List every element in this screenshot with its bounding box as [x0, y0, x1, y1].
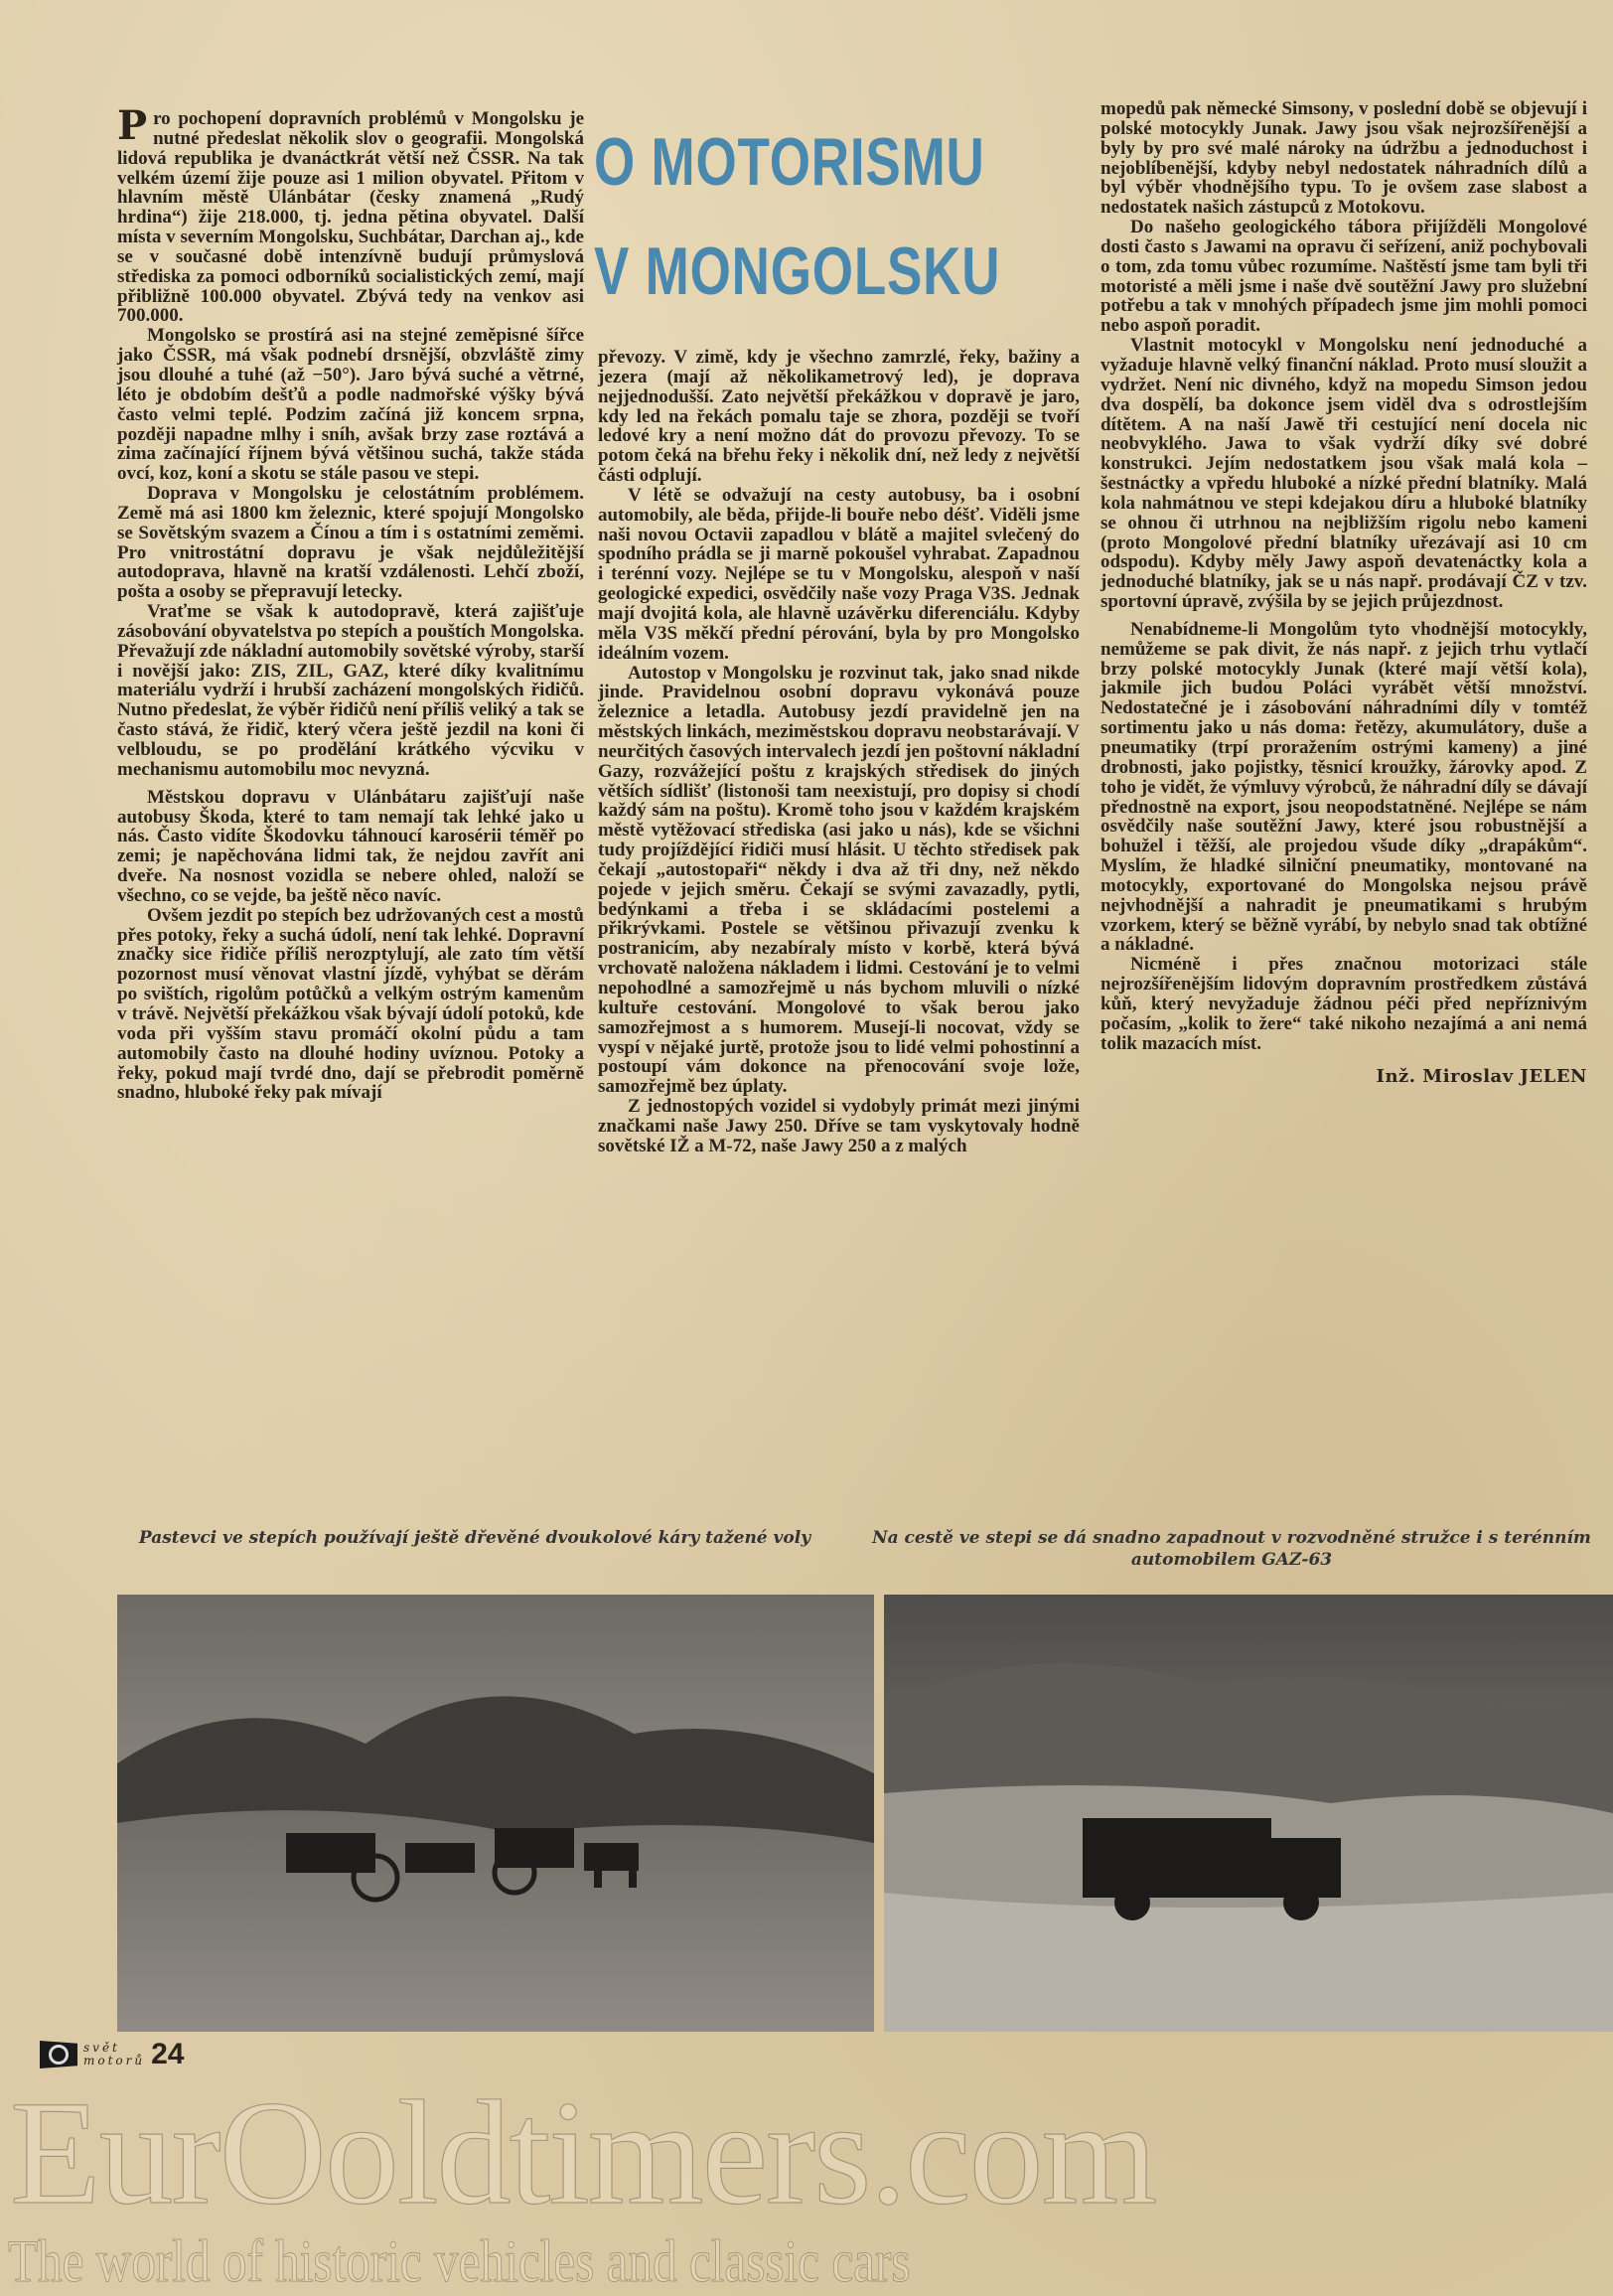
article-column-1 [117, 102, 584, 1104]
article-column-2 [598, 348, 1080, 1156]
magazine-logo [40, 2039, 185, 2070]
paragraph: V létě se odvažují na cesty autobusy, ba i osobní automobily, ale běda, přijde-li bouře nebo déšť. Viděli jsme naši novou Octavii zapadlou v blátě a majitel svlečený do spodního prádla se ji marně pokoušel vyhrabat. Zapadnou i terénní vozy. Nejlépe se tu v Mongolsku, alespoň v naší geologické expedici, osvědčily naše vozy Praga V3S. Jednak mají dvojitá kola, ale hlavně uzávěrku diferenciálu. Kdyby měla V3S měkčí přední pérování, byla by pro Mongolsko ideálním vozem. [598, 484, 1080, 664]
paragraph: převozy. V zimě, kdy je všechno zamrzlé, řeky, bažiny a jezera (mají až několikametrový led), je doprava nejjednodušší. Zato největší překážkou v dopravě je jaro, kdy led na řekách pomalu taje se zhora, později se tvoří ledové kry a není možno dát do provozu převozy. To se potom čeká na břehu řeky i několik dní, než ledy z největší části odplují. [598, 347, 1080, 487]
paragraph: Autostop v Mongolsku je rozvinut tak, jako snad nikde jinde. Pravidelnou osobní dopravu vykonává pouze železnice a letadla. Autobusy jezdí pravidelně jen na městských linkách, meziměstskou dopravu neobstarávají. V neurčitých časových intervalech jezdí jen poštovní nákladní Gazy, rozvážející poštu z krajských středisek do jiných větších sídlišť (listonoši tam neexistují, pro dopisy si chodí každý sám na poštu). Kromě toho jsou v každém krajském městě vytěžovací střediska (asi jako u nás), kde se všichni tudy projíždějící řidiči musí hlásit. U těchto středisek pak čekají „autostopaři“ někdy i dva až tři dny, než někdo pojede v jejich směru. Čekají se svými zavazadly, pytli, bedýnkami a třeba i se skládacími postelemi a přikrývkami. Postele se většinou přivazují zvenku k postranicím, aby nezabíraly místo v korbě, která bývá vrchovatě naložena nákladem i lidmi. Cestování je to velmi nepohodlné a samozřejmě u nás bychom mluvili o nízké kultuře cestování. Mongolové to však berou jako samozřejmost a s humorem. Musejí-li nocovat, vždy se vyspí v nějaké jurtě, protože jsou to lidé velmi pohostinní a postoupí vám dokonce na přenocování svoje lože, samozřejmě bez úplaty. [598, 662, 1080, 1098]
article-column-3 [1100, 99, 1587, 1088]
magazine-name-line-2: motorů [83, 2054, 146, 2067]
steppe-photo-right [884, 1595, 1613, 2032]
magazine-name [83, 2042, 145, 2067]
paragraph-text: ro pochopení dopravních problémů v Mongolsku je nutné předeslat několik slov o geografii. Mongolská lidová republika je dvanáctkrát větší než ČSSR. Na tak velkém území žije pouze asi 1 milion obyvatel. Přitom v hlavním městě Ulánbátar (česky znamená „Rudý hrdina“) žije 218.000, tj. jedna pětina obyvatel. Další místa v severním Mongolsku, Suchbátar, Darchan aj., kde se v současné době intenzívně budují průmyslová střediska za pomoci odborníků socialistických zemí, mají přibližně 100.000 obyvatel. Zbývá tedy na venkov asi 700.000. [117, 108, 584, 327]
paragraph: Vraťme se však k autodopravě, která zajišťuje zásobování obyvatelstva po stepích a pouštích Mongolska. Převažují zde nákladní automobily sovětské výroby, starší i novější jako: ZIS, ZIL, GAZ, které díky kvalitnímu materiálu vydrží i hrubší zacházení mongolských řidičů. Nutno předeslat, že výběr řidičů není příliš veliký a tak se často stává, že řidič, který včera ještě jezdil na koni či velbloudu, se po prodělání krátkého výcviku v mechanismu automobilu moc nevyzná. [117, 601, 584, 780]
watermark-tagline: The world of historic vehicles and classic cars [8, 2228, 911, 2294]
paragraph: Doprava v Mongolsku je celostátním problémem. Země má asi 1800 km železnic, které spojují Mongolsko se Sovětským svazem a Čínou a tím i s ostatními zeměmi. Pro vnitrostátní dopravu je však nejdůležitější autodoprava, hlavně na kratší vzdálenosti. Lehčí zboží, pošta a osoby se přepravují letecky. [117, 483, 584, 603]
magazine-name-line-1: svět [83, 2041, 120, 2055]
title-line-2: V MONGOLSKU [594, 233, 1001, 309]
paragraph [117, 102, 584, 327]
photo-caption-right: Na cestě ve stepi se dá snadno zapadnout v rozvodněné stružce i s terénním automobilem GAZ-63 [872, 1528, 1591, 1570]
page-number: 24 [151, 2038, 185, 2070]
paragraph: Mongolsko se prostírá asi na stejné zeměpisné šířce jako ČSSR, má však podnebí drsnější, obzvláště zimy jsou dlouhé a tuhé (až −50°). Jaro bývá suché a větrné, léto je obdobím dešťů a podle nadmořské výšky bývá často velmi teplé. Podzim začíná již koncem srpna, později napadne mlhy i sníh, avšak brzy zase roztává a zima začínající říjnem bývá většinou suchá, takže stáda ovcí, koz, koní a skotu se stále pasou ve stepi. [117, 325, 584, 485]
drop-cap: P [117, 102, 148, 149]
paragraph: Vlastnit motocykl v Mongolsku není jednoduché a vyžaduje hlavně velký finanční náklad. Proto musí sloužit a vydržet. Není nic divného, když na mopedu Simson jedou dva dospělí, ba dokonce jsem viděl dva s odrostlejším dítětem. A na naší Jawě tři cestující není docela nic neobvyklého. Jawa to však vydrží díky své dobré konstrukci. Jejím nedostatkem jsou však malá kola – šestnáctky a vpředu hluboké a nízké přední blatníky. Malá kola nahmátnou ve stepi kdejakou díru a hluboké blatníky se ohnou či utrhnou na nejbližším rigolu nebo kameni (proto Mongolové přední blatníky uřezávají asi 10 cm odspodu). Kdyby měly Jawy aspoň devatenáctky kola a jednoduché blatníky, jak se u nás např. prodávají ČZ v tzv. sportovní úpravě, zvýšila by se jejich průjezdnost. [1100, 335, 1587, 613]
paragraph: mopedů pak německé Simsony, v poslední době se objevují i polské motocykly Junak. Jawy jsou však nejrozšířenější a byly by pro své malé nároky na údržbu a jednoduchost i nejoblíbenější, kdyby nebyl nedostatek náhradních dílů a byl výběr vhodnějšího typu. To je ovšem zase slabost a nedostatek našich zástupců z Motokovu. [1100, 98, 1587, 219]
author-signature: Inž. Miroslav JELEN [1376, 1065, 1587, 1087]
photo-herders-ox-carts [117, 1595, 874, 2032]
watermark-site: EurOoldtimers.com [10, 2070, 1156, 2235]
paragraph: Do našeho geologického tábora přijížděli Mongolové dosti často s Jawami na opravu či seřízení, aniž pochybovali o tom, zda tomu vůbec rozumíme. Naštěstí jsme tam byli tři motoristé a měli jsme i naše dvě soutěžní Jawy pro služební potřebu a tak v mnohých případech jsme jim mohli pomoci nebo aspoň poradit. [1100, 217, 1587, 337]
steppe-photo-left [117, 1595, 874, 2032]
title-line-1: O MOTORISMU [594, 124, 985, 200]
paragraph: Nenabídneme-li Mongolům tyto vhodnější motocykly, nemůžeme se pak divit, že nás např. z jejich trhu vytlačí brzy polské motocykly Junak (které mají větší kola), jakmile jich budou Poláci vyrábět větší množství. Nedostatečné je i zásobování náhradními díly v tomtéž sortimentu jako u nás doma: řetězy, akumulátory, duše a pneumatiky (trpí proražením ostrými kameny) a jiné drobnosti, jako pojistky, těsnicí kroužky, žárovky apod. Z toho je vidět, že výmluvy výrobců, že náhradní díly se dávají přednostně na export, jsou neopodstatněné. Nejlépe se nám osvědčily naše soutěžní Jawy, které jsou robustnější a bohužel i těžší, ale projedou všude díky „drapákům“. Myslím, že hladké silniční pneumatiky, montované na motocykly, exportované do Mongolska nejsou právě nejvhodnější a nahradit je pneumatikami s hrubým vzorkem, který se běžně vyrábí, by nebylo snad tak obtížné a nákladné. [1100, 618, 1587, 956]
photo-caption-left: Pastevci ve stepích používají ještě dřevěné dvoukolové káry tažené voly [138, 1528, 811, 1548]
paragraph: Městskou dopravu v Ulánbátaru zajišťují naše autobusy Škoda, které to tam nemají tak lehké jako u nás. Často vidíte Škodovku táhnoucí karosérii téměř po zemi; je napěchována lidmi tak, že nejdou zavřít ani dveře. Na nosnost vozidla se nebere ohled, naloží se všechno, co se vejde, ba ještě něco navíc. [117, 786, 584, 906]
paragraph: Nicméně i přes značnou motorizaci stále nejrozšířenějším lidovým dopravním prostředkem zůstává kůň, který nevyžaduje žádnou péči před nepříznivým počasím, „kolik to žere“ také nikoho nezajímá a ani nemá tolik mazacích míst. [1100, 954, 1587, 1054]
svet-motoru-logo-icon [40, 2041, 77, 2068]
article-title [594, 107, 1001, 326]
paragraph: Ovšem jezdit po stepích bez udržovaných cest a mostů přes potoky, řeky a suchá údolí, není tak lehké. Dopravní značky sice řidiče příliš nerozptylují, ale zato tím větší pozornost musí věnovat vlastní jízdě, vyhýbat se děrám po svištích, rigolům potůčků a velkým ostrým kamenům v trávě. Největší překážkou však bývají údolí potoků, kde voda při vyšším stavu promáčí okolní půdu a tam automobily často na dlouhé hodiny uvíznou. Potoky a řeky, pokud mají tvrdé dno, dají se přebrodit poměrně snadno, hluboké řeky pak mívají [117, 904, 584, 1104]
photo-gaz63-in-stream [884, 1595, 1613, 2032]
paragraph: Z jednostopých vozidel si vydobyly primát mezi jinými značkami naše Jawy 250. Dříve se tam vyskytovaly hodně sovětské IŽ a M-72, naše Jawy 250 a z malých [598, 1096, 1080, 1156]
